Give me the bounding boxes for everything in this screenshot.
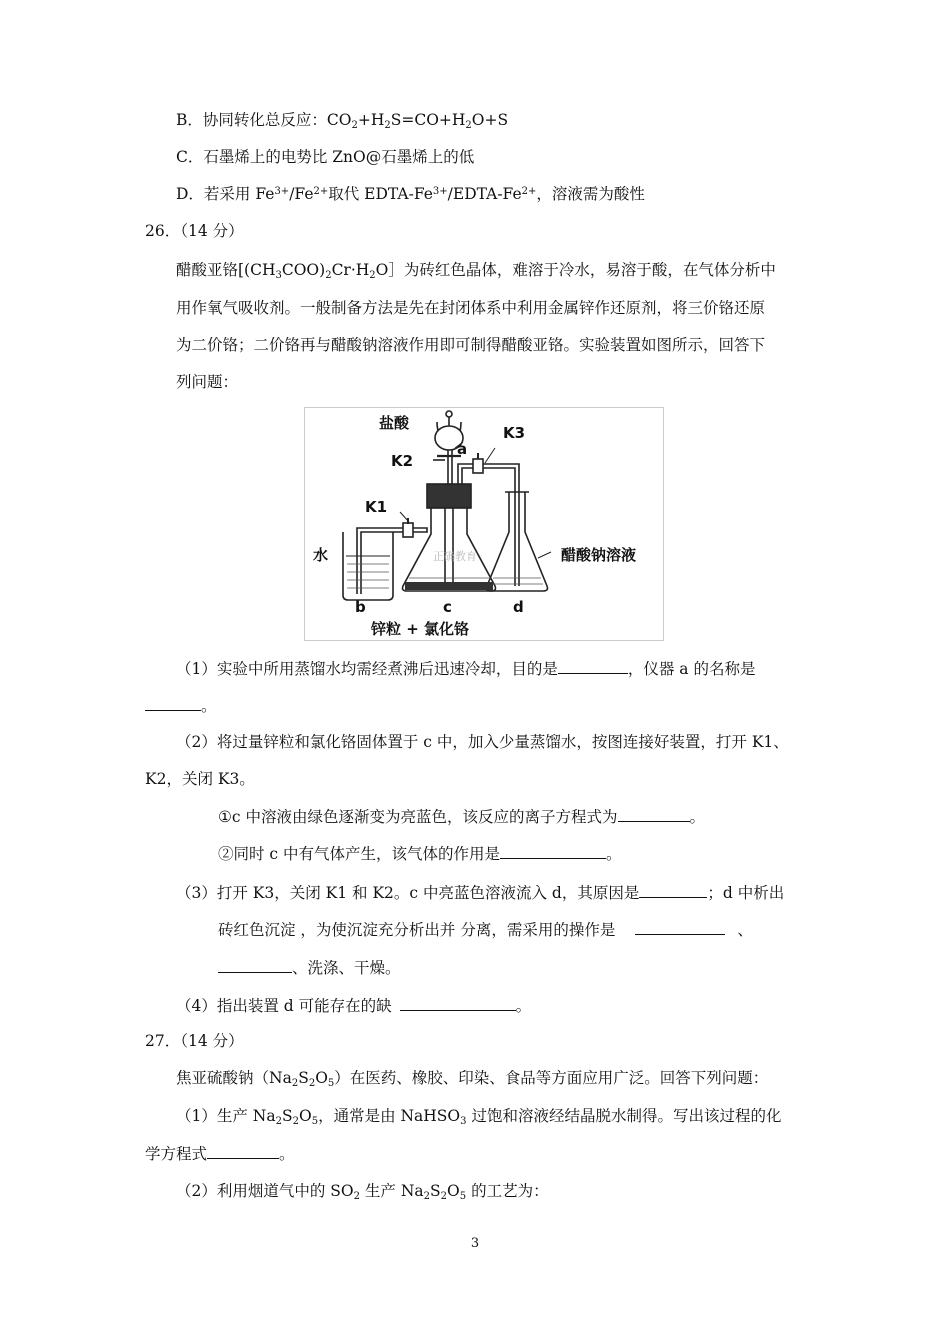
label-hcl: 盐酸 [379, 414, 410, 432]
label-zinc-chromium-chloride: 锌粒 + 氯化铬 [371, 620, 470, 638]
q26-part3-line1: （3）打开 K3，关闭 K1 和 K2。c 中亮蓝色溶液流入 d，其原因是 ；d 中析出 [176, 884, 785, 902]
q26-intro-line2: 用作氧气吸收剂。一般制备方法是先在封闭体系中利用金属锌作还原剂，将三价铬还原 [176, 299, 766, 317]
option-b: B．协同转化总反应：$CO_2+H_2S=CO+H_2O+S$ [176, 111, 509, 131]
question-26-number: 26．（14 分） [145, 222, 244, 240]
answer-blank[interactable] [400, 995, 516, 1011]
q26-part3-line3: 、洗涤、干燥。 [218, 957, 401, 978]
q26-part2-sub2: ②同时 c 中有气体产生，该气体的作用是 。 [218, 845, 622, 863]
question-27-number: 27．（14 分） [145, 1032, 244, 1050]
q27-part1-line1: （1）生产 $Na_2S_2O_5$，通常是由 NaHSO$_3$ 过饱和溶液经结晶脱水制得。写出该过程的化 [176, 1107, 782, 1127]
answer-blank[interactable] [500, 843, 606, 859]
answer-blank[interactable] [207, 1143, 279, 1159]
label-k2: K2 [391, 452, 414, 470]
label-d: d [513, 598, 524, 616]
option-d: D．若采用 $Fe^{3+}/Fe^{2+}$取代 EDTA-$Fe^{3+}/EDTA-Fe^{2+}$，溶液需为酸性 [176, 185, 645, 203]
apparatus-figure [304, 407, 664, 641]
q26-intro-line3: 为二价铬；二价铬再与醋酸钠溶液作用即可制得醋酸亚铬。实验装置如图所示，回答下 [176, 336, 766, 354]
label-c: c [443, 598, 452, 616]
label-k3: K3 [503, 424, 526, 442]
q26-intro-line4: 列问题： [176, 373, 239, 391]
answer-blank[interactable] [558, 658, 628, 674]
page-number: 3 [470, 1236, 480, 1251]
answer-blank[interactable] [145, 695, 201, 711]
q27-part1-line2: 学方程式 。 [145, 1145, 295, 1163]
tube-k1 [357, 528, 405, 594]
q26-intro-line1: 醋酸亚铬[$(CH_3COO)_2Cr\cdot H_2O]$为砖红色晶体，难溶于冷水，易溶于酸，在气体分析中 [176, 261, 776, 281]
stopcock-k3 [473, 459, 483, 473]
tube-k3 [458, 464, 473, 484]
beaker-b [343, 532, 393, 600]
answer-blank[interactable] [639, 882, 707, 898]
q26-part2-sub1: ①c 中溶液由绿色逐渐变为亮蓝色，该反应的离子方程式为 。 [218, 808, 706, 826]
option-c: C．石墨烯上的电势比 ZnO@石墨烯上的低 [176, 148, 475, 166]
q26-part1-line1: （1）实验中所用蒸馏水均需经煮沸后迅速冷却，目的是 ，仪器 a 的名称是 [176, 660, 756, 678]
q27-part2: （2）利用烟道气中的 $SO_2$ 生产 $Na_2S_2O_5$ 的工艺为： [176, 1182, 549, 1202]
q27-intro: 焦亚硫酸钠$(Na_2S_2O_5)$在医药、橡胶、印染、食品等方面应用广泛。回答下列问题： [176, 1069, 769, 1089]
label-sodium-acetate: 醋酸钠溶液 [561, 546, 637, 564]
flask-d [487, 492, 548, 591]
q26-part2-line1: （2）将过量锌粒和氯化铬固体置于 c 中，加入少量蒸馏水，按图连接好装置，打开 K1、 [176, 733, 789, 751]
label-water: 水 [313, 546, 329, 564]
stopper [427, 484, 471, 508]
answer-blank[interactable] [218, 957, 292, 973]
q26-part2-line2: K2，关闭 K3。 [145, 770, 255, 788]
answer-blank[interactable] [618, 806, 690, 822]
label-a: a [457, 440, 468, 458]
watermark: 正确教育 [433, 550, 477, 563]
zinc-granules [405, 582, 493, 590]
stopcock-k1 [403, 523, 413, 537]
q26-part3-line2: 砖红色沉淀 ，为使沉淀充分析出并 分离，需采用的操作是 、 [218, 921, 753, 939]
label-b: b [355, 598, 366, 616]
q26-part4: （4）指出装置 d 可能存在的缺 。 [176, 997, 532, 1015]
label-k1: K1 [365, 498, 388, 516]
apparatus-diagram [305, 408, 663, 640]
q26-part1-line2: 。 [145, 695, 217, 716]
answer-blank[interactable] [635, 919, 725, 935]
